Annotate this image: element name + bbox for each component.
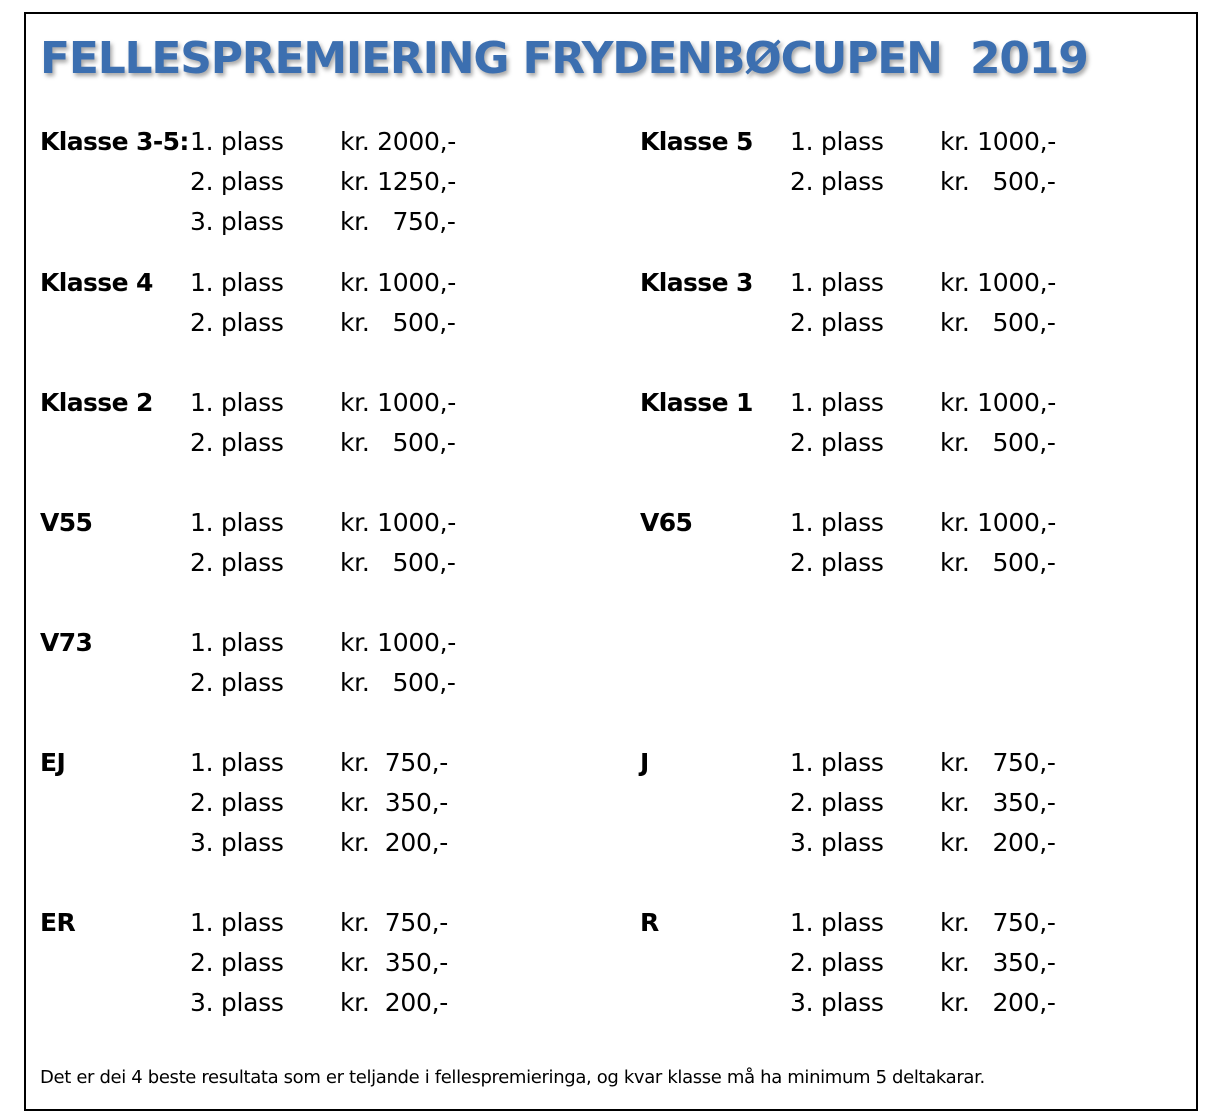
prize-amount: kr. 1000,- xyxy=(340,388,456,417)
place-label: 3. plass xyxy=(190,988,284,1017)
prize-amount: kr. 750,- xyxy=(340,908,448,937)
prize-amount: kr. 350,- xyxy=(340,788,448,817)
place-label: 1. plass xyxy=(190,908,284,937)
place-label: 1. plass xyxy=(190,508,284,537)
prize-amount: kr. 1000,- xyxy=(940,268,1056,297)
prize-amount: kr. 350,- xyxy=(340,948,448,977)
place-label: 2. plass xyxy=(190,948,284,977)
prize-amount: kr. 2000,- xyxy=(340,127,456,156)
class-label: ER xyxy=(40,908,76,937)
prize-amount: kr. 200,- xyxy=(340,988,448,1017)
place-label: 3. plass xyxy=(190,828,284,857)
place-label: 3. plass xyxy=(790,988,884,1017)
class-label: J xyxy=(640,748,649,777)
prize-amount: kr. 500,- xyxy=(940,308,1056,337)
prize-amount: kr. 1000,- xyxy=(340,268,456,297)
place-label: 2. plass xyxy=(190,548,284,577)
class-label: V73 xyxy=(40,628,93,657)
place-label: 1. plass xyxy=(790,127,884,156)
prize-amount: kr. 200,- xyxy=(940,828,1056,857)
prize-amount: kr. 350,- xyxy=(940,948,1056,977)
place-label: 1. plass xyxy=(790,388,884,417)
prize-amount: kr. 500,- xyxy=(940,548,1056,577)
class-label: Klasse 4 xyxy=(40,268,153,297)
prize-amount: kr. 500,- xyxy=(940,428,1056,457)
place-label: 1. plass xyxy=(190,748,284,777)
prize-amount: kr. 1000,- xyxy=(940,388,1056,417)
class-label: Klasse 2 xyxy=(40,388,153,417)
prize-amount: kr. 200,- xyxy=(340,828,448,857)
prize-amount: kr. 1000,- xyxy=(940,508,1056,537)
prize-amount: kr. 200,- xyxy=(940,988,1056,1017)
prize-amount: kr. 750,- xyxy=(940,908,1056,937)
place-label: 3. plass xyxy=(190,207,284,236)
prize-amount: kr. 750,- xyxy=(340,207,456,236)
prize-amount: kr. 750,- xyxy=(340,748,448,777)
class-label: V65 xyxy=(640,508,693,537)
class-label: EJ xyxy=(40,748,66,777)
place-label: 1. plass xyxy=(790,268,884,297)
place-label: 1. plass xyxy=(190,127,284,156)
class-label: Klasse 3 xyxy=(640,268,753,297)
prize-amount: kr. 500,- xyxy=(340,668,456,697)
place-label: 2. plass xyxy=(190,428,284,457)
prize-amount: kr. 500,- xyxy=(340,548,456,577)
place-label: 2. plass xyxy=(790,167,884,196)
prize-amount: kr. 1000,- xyxy=(940,127,1056,156)
class-label: Klasse 3-5: xyxy=(40,127,189,156)
place-label: 1. plass xyxy=(190,628,284,657)
place-label: 2. plass xyxy=(790,948,884,977)
place-label: 2. plass xyxy=(790,548,884,577)
place-label: 1. plass xyxy=(790,908,884,937)
prize-amount: kr. 500,- xyxy=(340,308,456,337)
footer-note: Det er dei 4 beste resultata som er teljande i fellespremieringa, og kvar klasse må ha minimum 5 deltakarar. xyxy=(40,1067,985,1088)
place-label: 2. plass xyxy=(190,167,284,196)
place-label: 2. plass xyxy=(190,668,284,697)
place-label: 3. plass xyxy=(790,828,884,857)
prize-amount: kr. 350,- xyxy=(940,788,1056,817)
prize-amount: kr. 500,- xyxy=(340,428,456,457)
prize-amount: kr. 1000,- xyxy=(340,508,456,537)
place-label: 2. plass xyxy=(790,308,884,337)
place-label: 2. plass xyxy=(790,428,884,457)
prize-amount: kr. 500,- xyxy=(940,167,1056,196)
class-label: Klasse 5 xyxy=(640,127,753,156)
place-label: 1. plass xyxy=(190,388,284,417)
place-label: 1. plass xyxy=(190,268,284,297)
place-label: 1. plass xyxy=(790,508,884,537)
prize-amount: kr. 1250,- xyxy=(340,167,456,196)
class-label: Klasse 1 xyxy=(640,388,753,417)
document-title: FELLESPREMIERING FRYDENBØCUPEN 2019 xyxy=(40,33,1088,84)
prize-amount: kr. 1000,- xyxy=(340,628,456,657)
place-label: 2. plass xyxy=(190,788,284,817)
place-label: 2. plass xyxy=(790,788,884,817)
place-label: 1. plass xyxy=(790,748,884,777)
place-label: 2. plass xyxy=(190,308,284,337)
class-label: V55 xyxy=(40,508,93,537)
class-label: R xyxy=(640,908,659,937)
prize-amount: kr. 750,- xyxy=(940,748,1056,777)
